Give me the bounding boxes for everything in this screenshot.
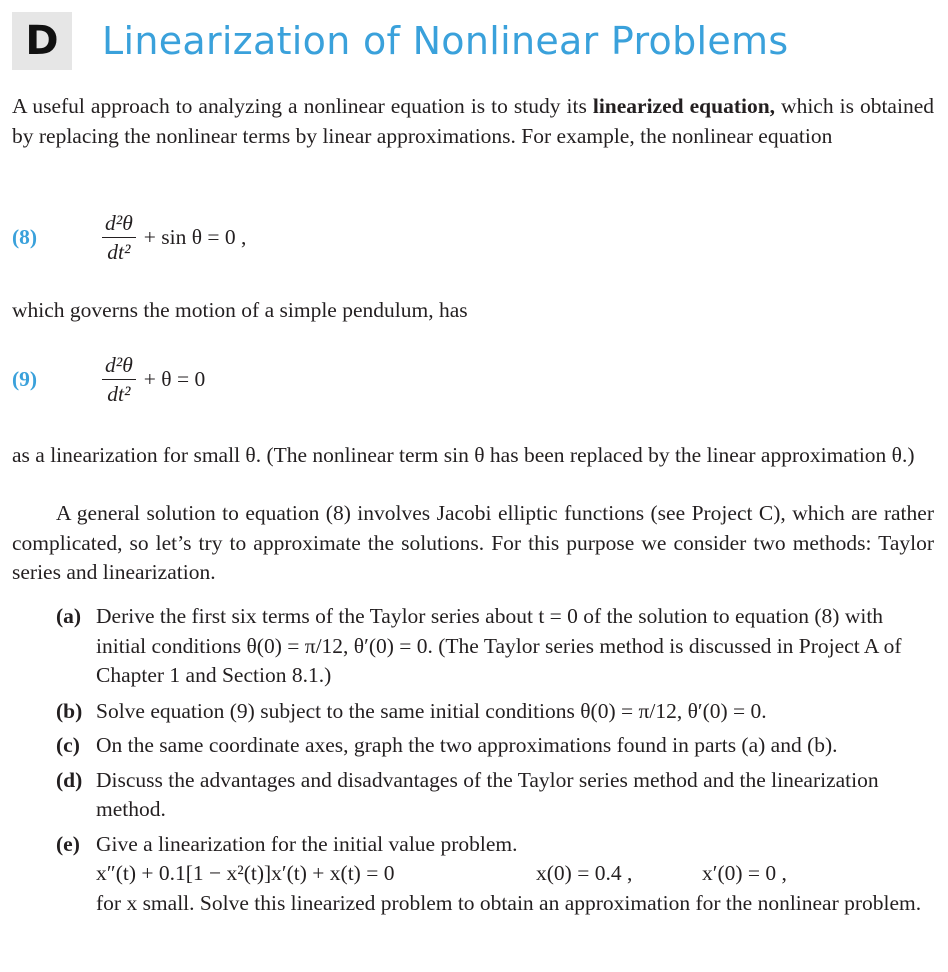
list-item (56, 731, 934, 761)
item-text: On the same coordinate axes, graph the two approximations found in parts (a) and (b). (96, 733, 838, 757)
item-label: (b) (56, 698, 83, 723)
equation-number: (9) (12, 367, 38, 391)
ivp-initial-condition-1: x(0) = 0.4 , (536, 861, 633, 885)
initial-value-problem (96, 859, 934, 889)
methods-paragraph: A general solution to equation (8) involves Jacobi elliptic functions (see Project C), which are rather complicated, so let’s try to approximate the solutions. For this purpose we consider two methods: Taylor series and linearization. (12, 501, 934, 584)
derivative-fraction (102, 352, 136, 407)
equation-9 (12, 352, 205, 407)
item-label: (a) (56, 604, 82, 628)
derivative-fraction (102, 210, 136, 265)
list-item (56, 602, 934, 691)
fraction-denominator: dt² (107, 382, 131, 406)
ivp-initial-condition-2: x′(0) = 0 , (702, 861, 787, 885)
intro-text-after: which is obtained by replacing the nonlinear terms by linear approximations. For example, the nonlinear equation (12, 94, 934, 148)
item-label: (c) (56, 733, 80, 757)
fraction-denominator: dt² (107, 240, 131, 264)
fraction-numerator: d²θ (102, 210, 136, 238)
intro-bold-term: linearized equation, (592, 94, 776, 118)
appendix-letter-badge: D (12, 12, 72, 70)
item-text: Give a linearization for the initial value problem. (96, 831, 518, 856)
equation-rest: + sin θ = 0 , (143, 225, 247, 249)
intro-paragraph (12, 92, 934, 151)
appendix-header (12, 12, 788, 70)
item-text-block (96, 830, 934, 919)
page-title: Linearization of Nonlinear Problems (102, 19, 789, 63)
linearization-paragraph: as a linearization for small θ. (The nonlinear term sin θ has been replaced by the linear approximation θ.) (12, 443, 915, 467)
equation-8 (12, 210, 246, 265)
pendulum-paragraph: which governs the motion of a simple pendulum, has (12, 298, 468, 322)
item-text: Solve equation (9) subject to the same initial conditions θ(0) = π/12, θ′(0) = 0. (96, 698, 767, 723)
item-label: (d) (56, 767, 83, 792)
ivp-equation: x″(t) + 0.1[1 − x²(t)]x′(t) + x(t) = 0 (96, 861, 395, 885)
list-item (56, 766, 934, 825)
intro-text-before: A useful approach to analyzing a nonlinear equation is to study its (12, 94, 593, 118)
exercise-list (56, 602, 934, 918)
list-item (56, 830, 934, 919)
list-item (56, 697, 934, 727)
equation-rest: + θ = 0 (143, 367, 206, 391)
item-text-tail: for x small. Solve this linearized problem to obtain an approximation for the nonlinear problem. (96, 890, 922, 915)
item-text: Discuss the advantages and disadvantages of the Taylor series method and the linearization method. (96, 767, 879, 821)
item-text: Derive the first six terms of the Taylor series about t = 0 of the solution to equation (8) with initial conditions θ(0) = π/12, θ′(0) = 0. (The Taylor series method is discussed in Project A of Chapter 1 and Section 8.1.) (96, 604, 902, 687)
item-label: (e) (56, 831, 80, 856)
equation-number: (8) (12, 225, 38, 249)
fraction-numerator: d²θ (102, 352, 136, 380)
